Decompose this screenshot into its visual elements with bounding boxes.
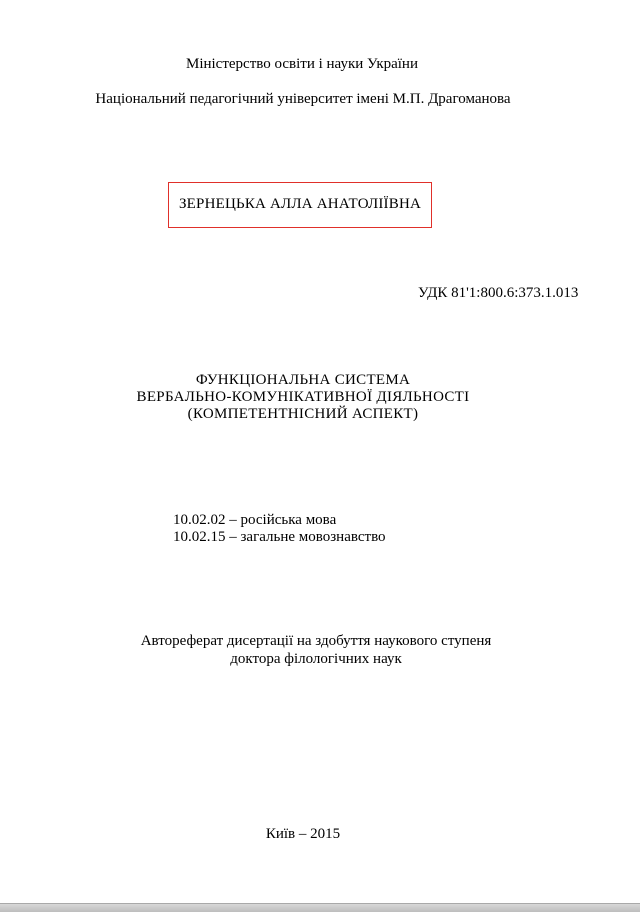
- ministry-name: Міністерство освіти і науки України: [185, 56, 418, 72]
- author-highlight-box: [168, 182, 432, 228]
- title-line-1: ФУНКЦІОНАЛЬНА СИСТЕМА: [195, 372, 411, 388]
- university-name: Національний педагогічний університет імені М.П. Драгоманова: [95, 91, 511, 107]
- abstract-line-1: Автореферат дисертації на здобуття наукового ступеня: [140, 633, 492, 649]
- udc-code: УДК 81'1:800.6:373.1.013: [418, 285, 579, 301]
- specialty-line: 10.02.02 – російська мова: [173, 512, 337, 528]
- title-line-3: (КОМПЕТЕНТНІСНИЙ АСПЕКТ): [187, 406, 419, 422]
- abstract-line-2: доктора філологічних наук: [230, 651, 402, 667]
- specialty-line: 10.02.15 – загальне мовознавство: [173, 529, 386, 545]
- title-line-2: ВЕРБАЛЬНО-КОМУНІКАТИВНОЇ ДІЯЛЬНОСТІ: [136, 389, 470, 405]
- author-name: ЗЕРНЕЦЬКА АЛЛА АНАТОЛІЇВНА: [178, 196, 422, 212]
- city-year: Київ – 2015: [265, 826, 341, 842]
